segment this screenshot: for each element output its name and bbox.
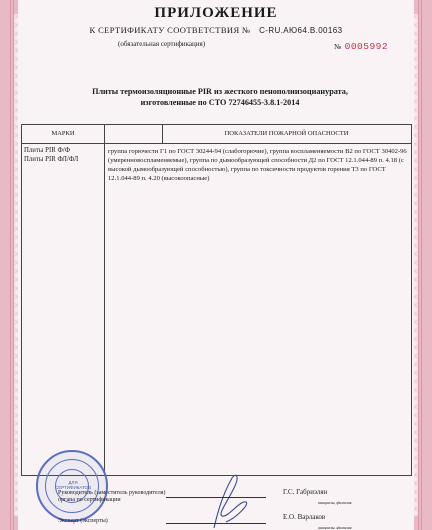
seal-text: ДЛЯ СЕРТИФИКАТОВ <box>54 480 91 490</box>
head-name: Г.С. Габриэлян <box>283 488 328 496</box>
brand-list <box>24 147 78 164</box>
heading-line-1: Плиты термоизоляционные PIR из жесткого пенополиизоцианурата, <box>92 87 348 96</box>
fire-hazard-table <box>21 124 412 476</box>
heading-line-2: изготовленные по СТО 72746455-3.8.1-2014 <box>140 98 300 107</box>
document-title: ПРИЛОЖЕНИЕ <box>154 5 278 21</box>
column-divider <box>104 125 105 475</box>
serial-prefix: № <box>334 42 342 51</box>
fire-hazard-description: группа горючести Г1 по ГОСТ 30244-94 (слабогорючие), группа воспламеняемости В2 по ГОСТ 30402-96 (умеренновоспламеняемые), группа по дымообразующей способности Д2 по ГОСТ 12.1.044-89 п. 4.18 (с высокой дымообразующей способностью), группа по токсичности продуктов горения Т3 по ГОСТ 12.1.044-89 п. 4.20 (высокоопасные) <box>108 148 407 182</box>
brand-item: Плиты PIR Ф/Ф <box>24 147 71 154</box>
certificate-reference <box>0 25 432 35</box>
expert-role: Эксперт (эксперты) <box>58 518 108 524</box>
expert-name: Е.О. Варлаков <box>283 513 326 521</box>
role-line-1: Руководитель (заместитель руководителя) <box>58 490 166 496</box>
serial-value: 0005992 <box>344 41 389 52</box>
role-line-2: органа по сертификации <box>58 497 121 503</box>
serial-number <box>334 41 388 52</box>
signature-line <box>166 523 266 524</box>
certificate-prefix: К СЕРТИФИКАТУ СООТВЕТСТВИЯ № <box>89 25 251 35</box>
name-caption: инициалы, фамилия <box>318 525 352 530</box>
signature-line <box>166 497 266 498</box>
head-of-certification-role <box>58 490 165 504</box>
brand-item: Плиты PIR ФЛ/ФЛ <box>24 155 79 163</box>
signature-mark <box>196 470 256 530</box>
certificate-number: C-RU.АЮ64.В.00163 <box>259 26 343 35</box>
name-caption: инициалы, фамилия <box>318 500 352 505</box>
official-seal <box>36 450 108 522</box>
column-header-indicators: ПОКАЗАТЕЛИ ПОЖАРНОЙ ОПАСНОСТИ <box>224 130 349 137</box>
certification-kind: (обязательная сертификация) <box>118 40 206 48</box>
table-header <box>22 125 411 144</box>
product-heading <box>40 86 400 108</box>
header-divider <box>162 125 163 143</box>
column-header-brands: МАРКИ <box>51 130 75 137</box>
